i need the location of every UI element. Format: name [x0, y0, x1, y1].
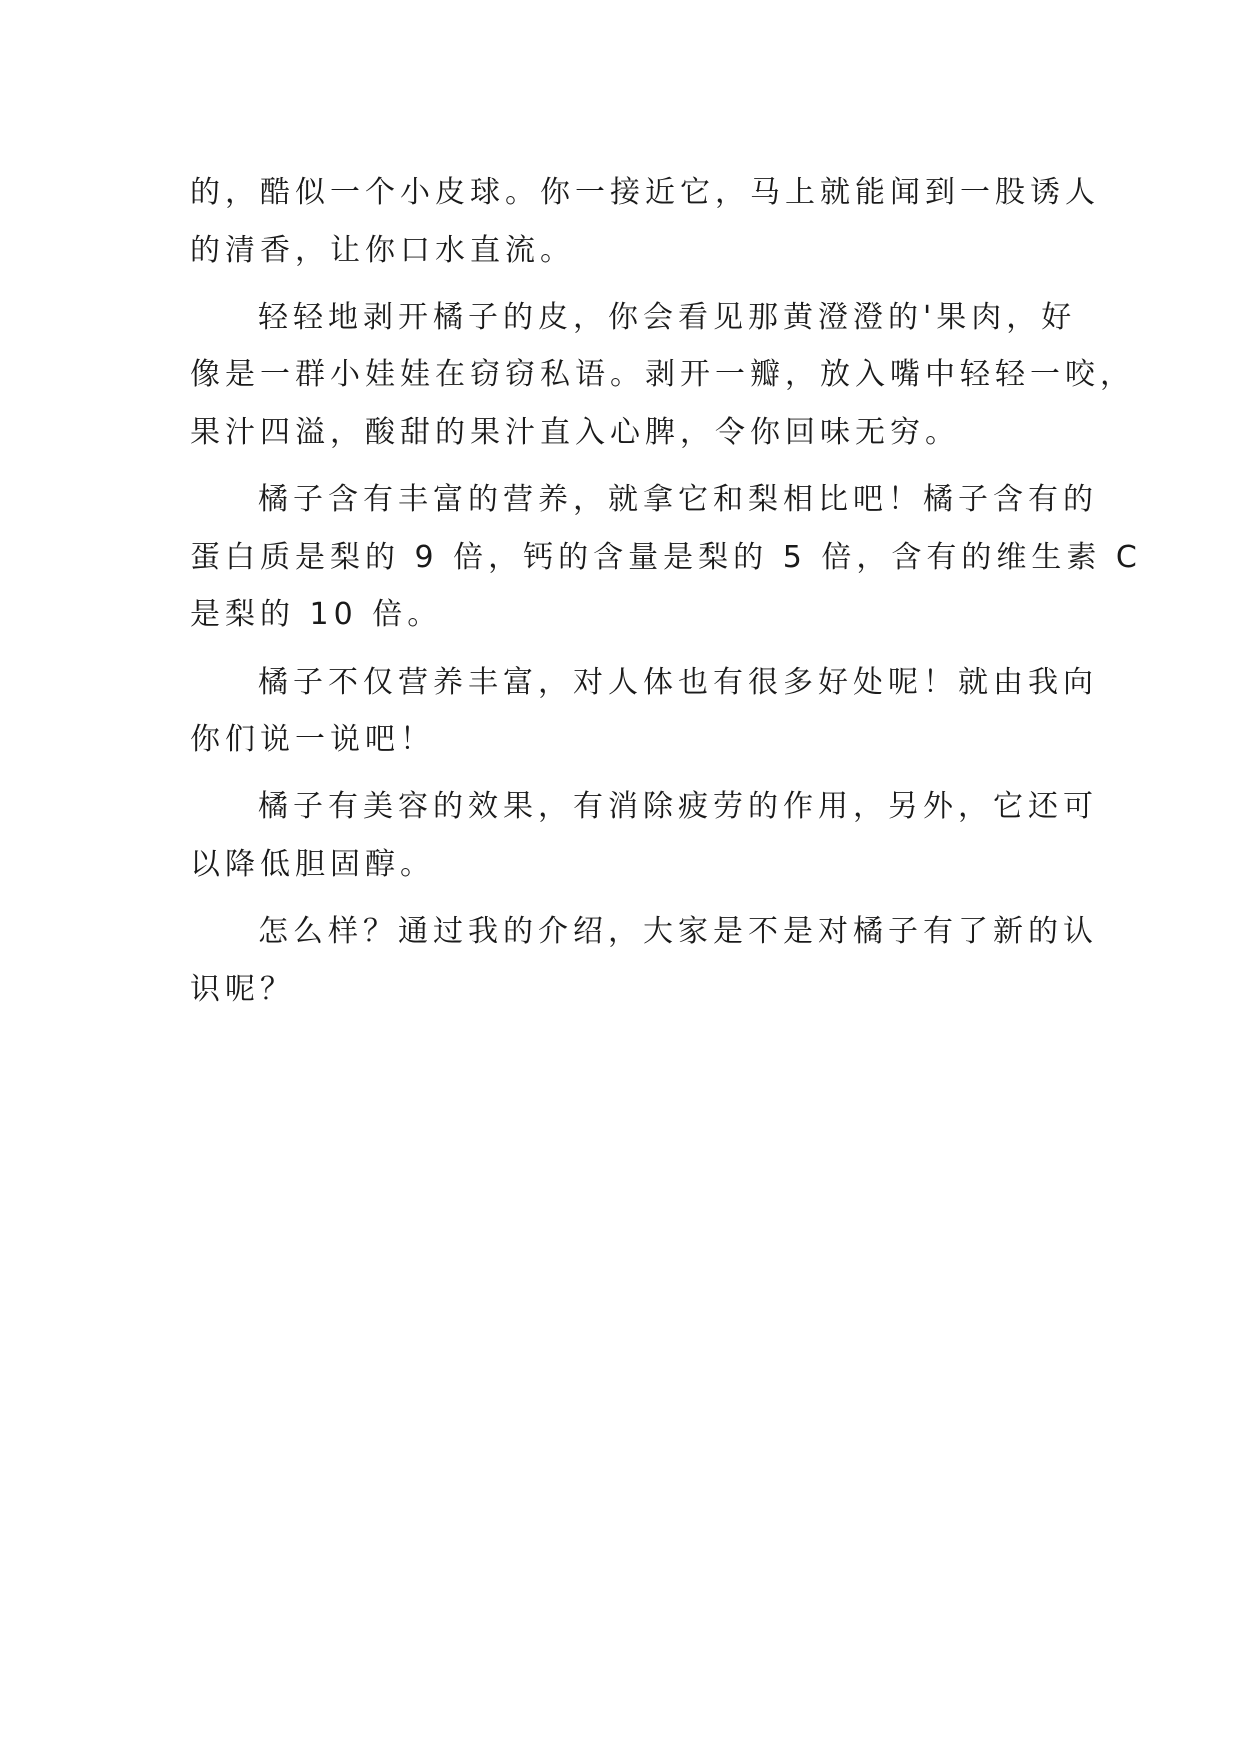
text-line: 像是一群小娃娃在窃窃私语。剥开一瓣，放入嘴中轻轻一咬， [190, 357, 1135, 393]
text-line: 识呢？ [190, 971, 295, 1007]
text-line: 果汁四溢，酸甜的果汁直入心脾，令你回味无穷。 [190, 414, 960, 450]
text-line: 你们说一说吧！ [190, 722, 435, 758]
paragraph [190, 654, 1098, 769]
text-line: 橘子不仅营养丰富，对人体也有很多好处呢！就由我向 [258, 664, 1098, 700]
text-line: 轻轻地剥开橘子的皮，你会看见那黄澄澄的'果肉，好 [258, 299, 1077, 335]
text-line: 怎么样？通过我的介绍，大家是不是对橘子有了新的认 [258, 914, 1098, 950]
text-line: 蛋白质是梨的 9 倍，钙的含量是梨的 5 倍，含有的维生素 C [190, 539, 1142, 575]
text-line: 的清香，让你口水直流。 [190, 232, 575, 268]
document-body [190, 164, 1142, 1018]
text-line: 橘子含有丰富的营养，就拿它和梨相比吧！橘子含有的 [258, 482, 1098, 518]
text-line: 橘子有美容的效果，有消除疲劳的作用，另外，它还可 [258, 789, 1098, 825]
text-line: 以降低胆固醇。 [190, 846, 435, 882]
paragraph [190, 778, 1098, 893]
text-line: 的，酷似一个小皮球。你一接近它，马上就能闻到一股诱人 [190, 175, 1100, 210]
paragraph [190, 471, 1142, 644]
text-line: 是梨的 10 倍。 [190, 597, 443, 633]
paragraph [190, 164, 1100, 279]
paragraph [190, 289, 1135, 462]
paragraph [190, 903, 1098, 1018]
